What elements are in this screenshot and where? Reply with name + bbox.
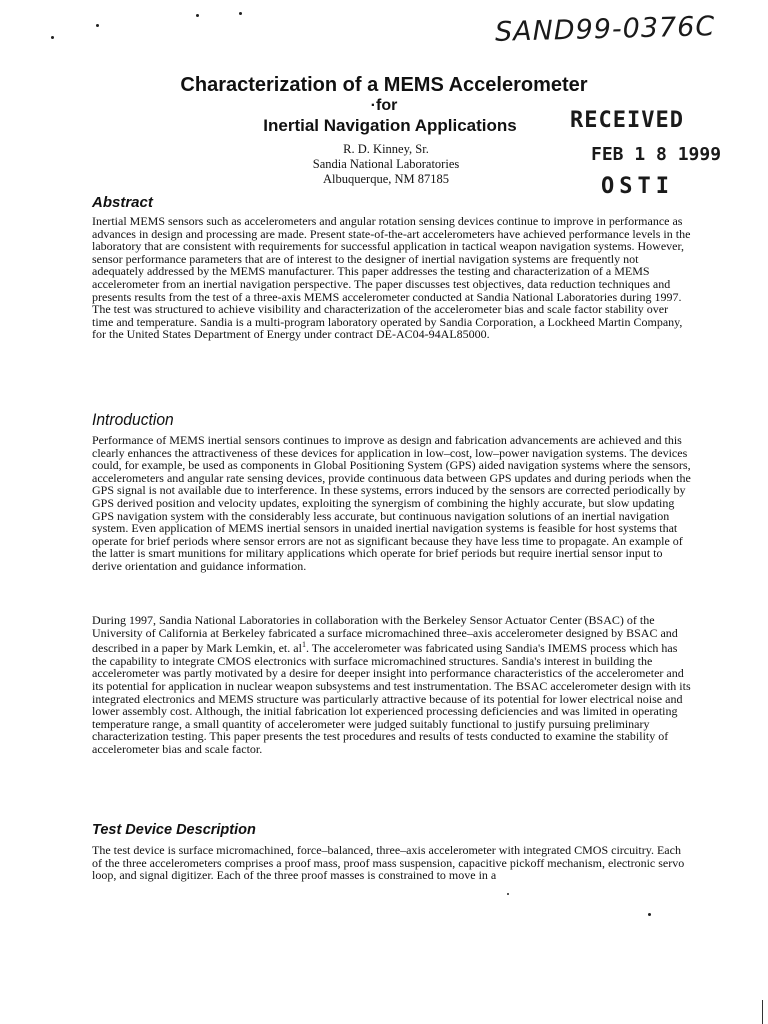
received-stamp-date: FEB 1 8 1999 <box>591 144 722 165</box>
test-device-heading: Test Device Description <box>92 822 256 838</box>
scan-edge-mark <box>762 1000 763 1024</box>
introduction-paragraph-2 <box>92 614 692 756</box>
received-stamp: RECEIVED <box>570 108 684 133</box>
osti-stamp: OSTI <box>601 174 674 199</box>
scan-speck <box>239 12 242 15</box>
author-affiliation: Sandia National Laboratories <box>312 157 460 171</box>
abstract-text: Inertial MEMS sensors such as accelerometers and angular rotation sensing devices continue to improve in performance as advances in design and processing are made. Present state-of-the-art accelerometers have achieved performance levels in the laboratory that are consistent with requirements for successful application in tactical weapon navigation systems. However, sensor performance parameters that are of interest to the designer of inertial navigation systems are frequently not adequately addressed by the MEMS manufacturer. This paper addresses the testing and characterization of a MEMS accelerometer from an inertial navigation perspective. The paper discusses test objectives, data reduction techniques and presents results from the test of a three-axis MEMS accelerometer conducted at Sandia National Laboratories during 1997. The test was structured to achieve visibility and characterization of the accelerometer bias and scale factor stability over time and temperature. Sandia is a multi-program laboratory operated by Sandia Corporation, a Lockheed Martin Company, for the United States Department of Energy under contract DE-AC04-94AL85000. <box>92 214 691 342</box>
scan-speck <box>648 913 651 916</box>
introduction-paragraph-1: Performance of MEMS inertial sensors continues to improve as design and fabrication advancements are achieved and this clearly enhances the attractiveness of these devices for application in low–cost, low–power navigation systems. The devices could, for example, be used as components in Global Positioning System (GPS) aided navigation systems where the sensors, accelerometers and angular rate sensing devices, provide continuous data between GPS updates and during periods when the GPS signal is not available due to interference. In these systems, errors induced by the sensors are corrected periodically by GPS derived position and velocity updates, exploiting the synergism of combining the highly accurate, but slow updating GPS navigation system with the considerably less accurate, but continuous navigation solutions of an inertial navigation system. Even application of MEMS inertial sensors in unaided inertial navigation systems is feasible for host systems that operate for brief periods where sensor errors are not as significant because they have less time to propagate. An example of the latter is smart munitions for military applications which operate for brief periods but require inertial sensor input to derive orientation and guidance information. <box>92 433 691 573</box>
scan-speck <box>196 14 199 17</box>
author-name: R. D. Kinney, Sr. <box>343 142 429 156</box>
intro-p2-text-end: . The accelerometer was fabricated using Sandia's IMEMS process which has the capability to integrate CMOS electronics with surface micromachined structures. Sandia's interest in building the accelerometer was partly motivated by a desire for deeper insight into performance characteristics of the accelerometer and its potential for application in nuclear weapon subsystems and test instrumentation. The BSAC accelerometer design with its integrated electronics and MEMS structure was particularly attractive because of its potential for lower electrical noise and lower assembly cost. Although, the initial fabrication lot experienced processing deficiencies and was limited in operating temperature range, a small quantity of accelerometer were judged suitably functional to justify pursuing preliminary characterization testing. This paper presents the test procedures and results of tests conducted to examine the stability of accelerometer bias and scale factor. <box>92 641 691 756</box>
author-location: Albuquerque, NM 87185 <box>322 172 450 186</box>
introduction-heading: Introduction <box>92 410 174 429</box>
scan-speck <box>51 36 54 39</box>
paper-title: Characterization of a MEMS Accelerometer <box>180 74 588 96</box>
scan-speck <box>96 24 99 27</box>
intro-p2-text-start: During 1997, Sandia National Laboratories in collaboration with the Berkeley Sensor Actuator Center (BSAC) of the University of California at Berkeley fabricated a surface micromachined three–axis accelerometer designed by BSAC and described in a paper by Mark Lemkin, et. al <box>92 613 678 656</box>
scan-speck <box>507 893 509 895</box>
handwritten-report-number: SAND99-0376C <box>494 11 716 48</box>
paper-title-for: ·for <box>370 97 398 114</box>
footnote-reference-1: 1 <box>301 640 306 650</box>
test-device-text: The test device is surface micromachined, force–balanced, three–axis accelerometer with integrated CMOS circuitry. Each of the three accelerometers comprises a proof mass, proof mass suspension, capacitive pickoff mechanism, electronic servo loop, and signal digitizer. Each of the three proof masses is constrained to move in a <box>92 843 685 883</box>
abstract-heading: Abstract <box>92 194 153 211</box>
paper-subtitle: Inertial Navigation Applications <box>263 116 517 135</box>
